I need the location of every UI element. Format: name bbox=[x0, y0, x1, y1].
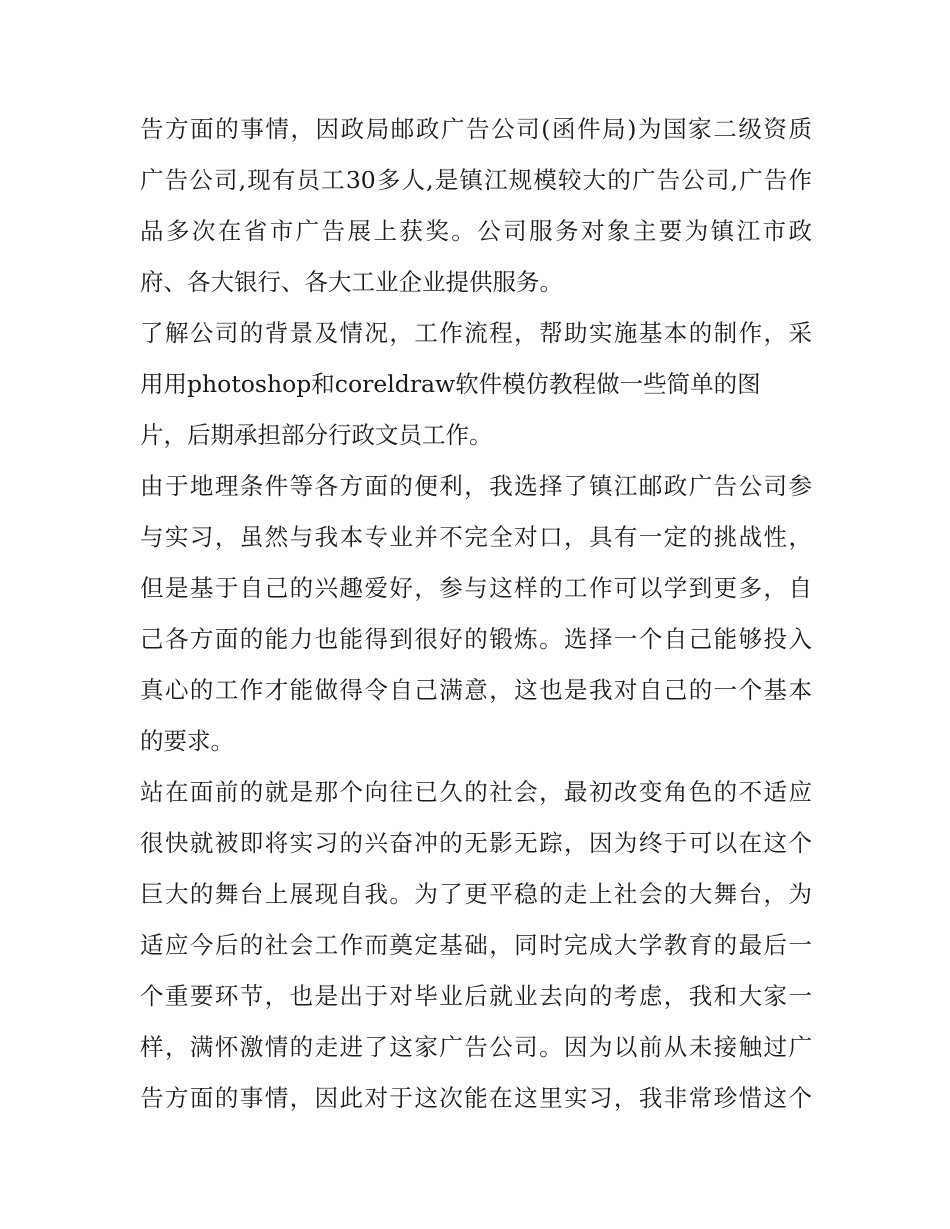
text-line: 用用photoshop和coreldraw软件模仿教程做一些简单的图 bbox=[140, 370, 761, 398]
document-body bbox=[140, 104, 812, 1124]
text-line: 己各方面的能力也能得到很好的锻炼。选择一个自己能够投入 bbox=[140, 625, 812, 653]
text-line: 真心的工作才能做得令自己满意，这也是我对自己的一个基本 bbox=[140, 676, 812, 704]
text-line: 由于地理条件等各方面的便利，我选择了镇江邮政广告公司参 bbox=[140, 472, 812, 500]
text-line: 府、各大银行、各大工业企业提供服务。 bbox=[140, 268, 563, 296]
text-line: 个重要环节，也是出于对毕业后就业去向的考虑，我和大家一 bbox=[140, 982, 812, 1010]
text-line: 站在面前的就是那个向往已久的社会，最初改变角色的不适应 bbox=[140, 778, 812, 806]
text-line: 告方面的事情，因此对于这次能在这里实习，我非常珍惜这个 bbox=[140, 1084, 812, 1112]
text-line: 片，后期承担部分行政文员工作。 bbox=[140, 421, 493, 449]
text-line: 巨大的舞台上展现自我。为了更平稳的走上社会的大舞台，为 bbox=[140, 880, 812, 908]
text-line: 很快就被即将实习的兴奋冲的无影无踪，因为终于可以在这个 bbox=[140, 829, 812, 857]
text-line: 与实习，虽然与我本专业并不完全对口，具有一定的挑战性， bbox=[140, 523, 812, 551]
text-line: 品多次在省市广告展上获奖。公司服务对象主要为镇江市政 bbox=[140, 217, 812, 245]
text-line: 的要求。 bbox=[140, 727, 234, 755]
text-line: 但是基于自己的兴趣爱好，参与这样的工作可以学到更多，自 bbox=[140, 574, 812, 602]
text-line: 适应今后的社会工作而奠定基础，同时完成大学教育的最后一 bbox=[140, 931, 812, 959]
text-line: 广告公司,现有员工30多人,是镇江规模较大的广告公司,广告作 bbox=[140, 166, 812, 194]
text-line: 了解公司的背景及情况，工作流程，帮助实施基本的制作，采 bbox=[140, 319, 812, 347]
text-line: 样，满怀激情的走进了这家广告公司。因为以前从未接触过广 bbox=[140, 1033, 812, 1061]
text-line: 告方面的事情，因政局邮政广告公司(函件局)为国家二级资质 bbox=[140, 115, 812, 143]
